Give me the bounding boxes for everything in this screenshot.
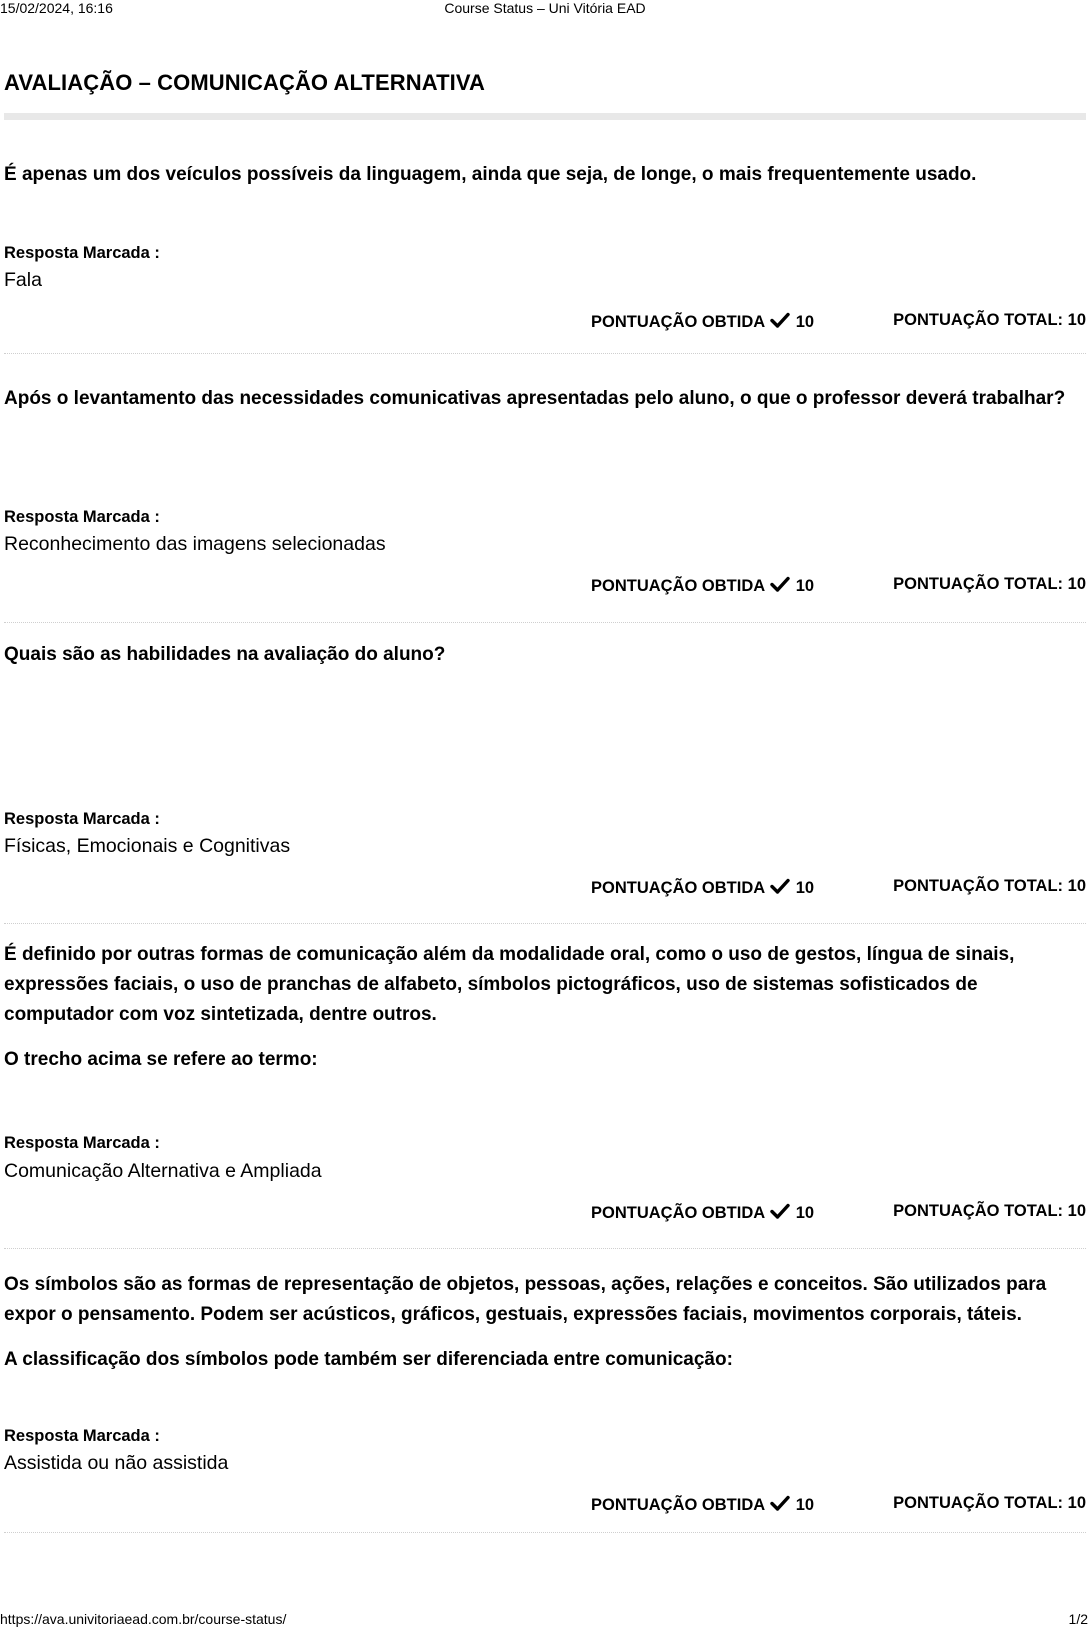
answer-label: Resposta Marcada :: [4, 1134, 160, 1152]
answer-label: Resposta Marcada :: [4, 508, 160, 526]
question-paragraph: Os símbolos são as formas de representação de objetos, pessoas, ações, relações e conceitos. São utilizados para expor o pensamento. Podem ser acústicos, gráficos, gestuais, expressões faciais, movimentos corporais, táteis.: [4, 1274, 1047, 1325]
score-obtained: [591, 1494, 814, 1515]
checkmark-icon: [770, 575, 790, 593]
score-total-value: 10: [1067, 311, 1086, 329]
score-obtained-value: 10: [795, 577, 815, 595]
score-obtained-label: PONTUAÇÃO OBTIDA: [591, 1496, 765, 1514]
score-obtained-label: PONTUAÇÃO OBTIDA: [591, 1204, 765, 1222]
answer-label: Resposta Marcada :: [4, 810, 160, 828]
answer-value: Assistida ou não assistida: [4, 1452, 229, 1474]
score-total-label: PONTUAÇÃO TOTAL:: [893, 1202, 1064, 1220]
question-item: [4, 640, 1086, 930]
question-paragraph: É apenas um dos veículos possíveis da linguagem, ainda que seja, de longe, o mais frequentemente usado.: [4, 164, 977, 185]
question-paragraph: É definido por outras formas de comunicação além da modalidade oral, como o uso de gestos, língua de sinais, expressões faciais, o uso de pranchas de alfabeto, símbolos pictográficos, uso de sistemas sofisticados de computador com voz sintetizada, dentre outros.: [4, 944, 1015, 1025]
score-total: [893, 877, 1086, 896]
question-divider: [4, 923, 1086, 924]
score-obtained-label: PONTUAÇÃO OBTIDA: [591, 313, 765, 331]
answer-label: Resposta Marcada :: [4, 1427, 160, 1445]
score-row: [4, 877, 1086, 899]
question-text: [4, 160, 1086, 190]
score-obtained: [591, 877, 814, 898]
title-divider: [4, 113, 1086, 120]
question-paragraph: Quais são as habilidades na avaliação do aluno?: [4, 644, 446, 665]
question-text: [4, 940, 1086, 1075]
question-item: [4, 1270, 1086, 1540]
checkmark-icon: [770, 1202, 790, 1220]
question-divider: [4, 1532, 1086, 1533]
answer-value: Físicas, Emocionais e Cognitivas: [4, 835, 291, 857]
score-total-label: PONTUAÇÃO TOTAL:: [893, 311, 1064, 329]
score-obtained: [591, 575, 814, 596]
score-row: [4, 1494, 1086, 1516]
print-header: [0, 0, 1090, 16]
score-obtained-label: PONTUAÇÃO OBTIDA: [591, 577, 765, 595]
page-title: AVALIAÇÃO – COMUNICAÇÃO ALTERNATIVA: [4, 70, 485, 95]
score-obtained-value: 10: [795, 313, 815, 331]
question-divider: [4, 1248, 1086, 1249]
question-paragraph: Após o levantamento das necessidades comunicativas apresentadas pelo aluno, o que o professor deverá trabalhar?: [4, 388, 1066, 409]
score-total: [893, 1202, 1086, 1221]
score-total: [893, 1494, 1086, 1513]
question-text: [4, 1270, 1086, 1375]
score-total-value: 10: [1067, 877, 1086, 895]
question-divider: [4, 353, 1086, 354]
print-url: https://ava.univitoriaead.com.br/course-status/: [0, 1611, 287, 1627]
score-obtained-value: 10: [795, 879, 815, 897]
checkmark-icon: [770, 877, 790, 895]
score-row: [4, 575, 1086, 597]
score-total: [893, 311, 1086, 330]
question-text: [4, 640, 1086, 670]
answer-value: Fala: [4, 269, 42, 291]
question-paragraph: O trecho acima se refere ao termo:: [4, 1049, 318, 1070]
answer-value: Comunicação Alternativa e Ampliada: [4, 1160, 322, 1182]
score-obtained-label: PONTUAÇÃO OBTIDA: [591, 879, 765, 897]
answer-value: Reconhecimento das imagens selecionadas: [4, 533, 386, 555]
score-total-value: 10: [1067, 1494, 1086, 1512]
print-datetime: 15/02/2024, 16:16: [0, 0, 113, 16]
score-total-label: PONTUAÇÃO TOTAL:: [893, 575, 1064, 593]
question-item: [4, 384, 1086, 624]
print-footer: [0, 1611, 1090, 1627]
score-total-value: 10: [1067, 575, 1086, 593]
question-divider: [4, 622, 1086, 623]
question-text: [4, 384, 1086, 414]
print-page-title: Course Status – Uni Vitória EAD: [444, 0, 646, 16]
score-obtained: [591, 311, 814, 332]
question-item: [4, 160, 1086, 370]
score-obtained-value: 10: [795, 1496, 815, 1514]
score-total-label: PONTUAÇÃO TOTAL:: [893, 1494, 1064, 1512]
score-total-value: 10: [1067, 1202, 1086, 1220]
score-obtained: [591, 1202, 814, 1223]
answer-label: Resposta Marcada :: [4, 244, 160, 262]
print-page-number: 1/2: [1068, 1611, 1088, 1627]
question-paragraph: A classificação dos símbolos pode também ser diferenciada entre comunicação:: [4, 1349, 733, 1370]
checkmark-icon: [770, 1494, 790, 1512]
score-row: [4, 311, 1086, 333]
question-item: [4, 940, 1086, 1260]
score-row: [4, 1202, 1086, 1224]
checkmark-icon: [770, 311, 790, 329]
score-total-label: PONTUAÇÃO TOTAL:: [893, 877, 1064, 895]
score-obtained-value: 10: [795, 1204, 815, 1222]
score-total: [893, 575, 1086, 594]
